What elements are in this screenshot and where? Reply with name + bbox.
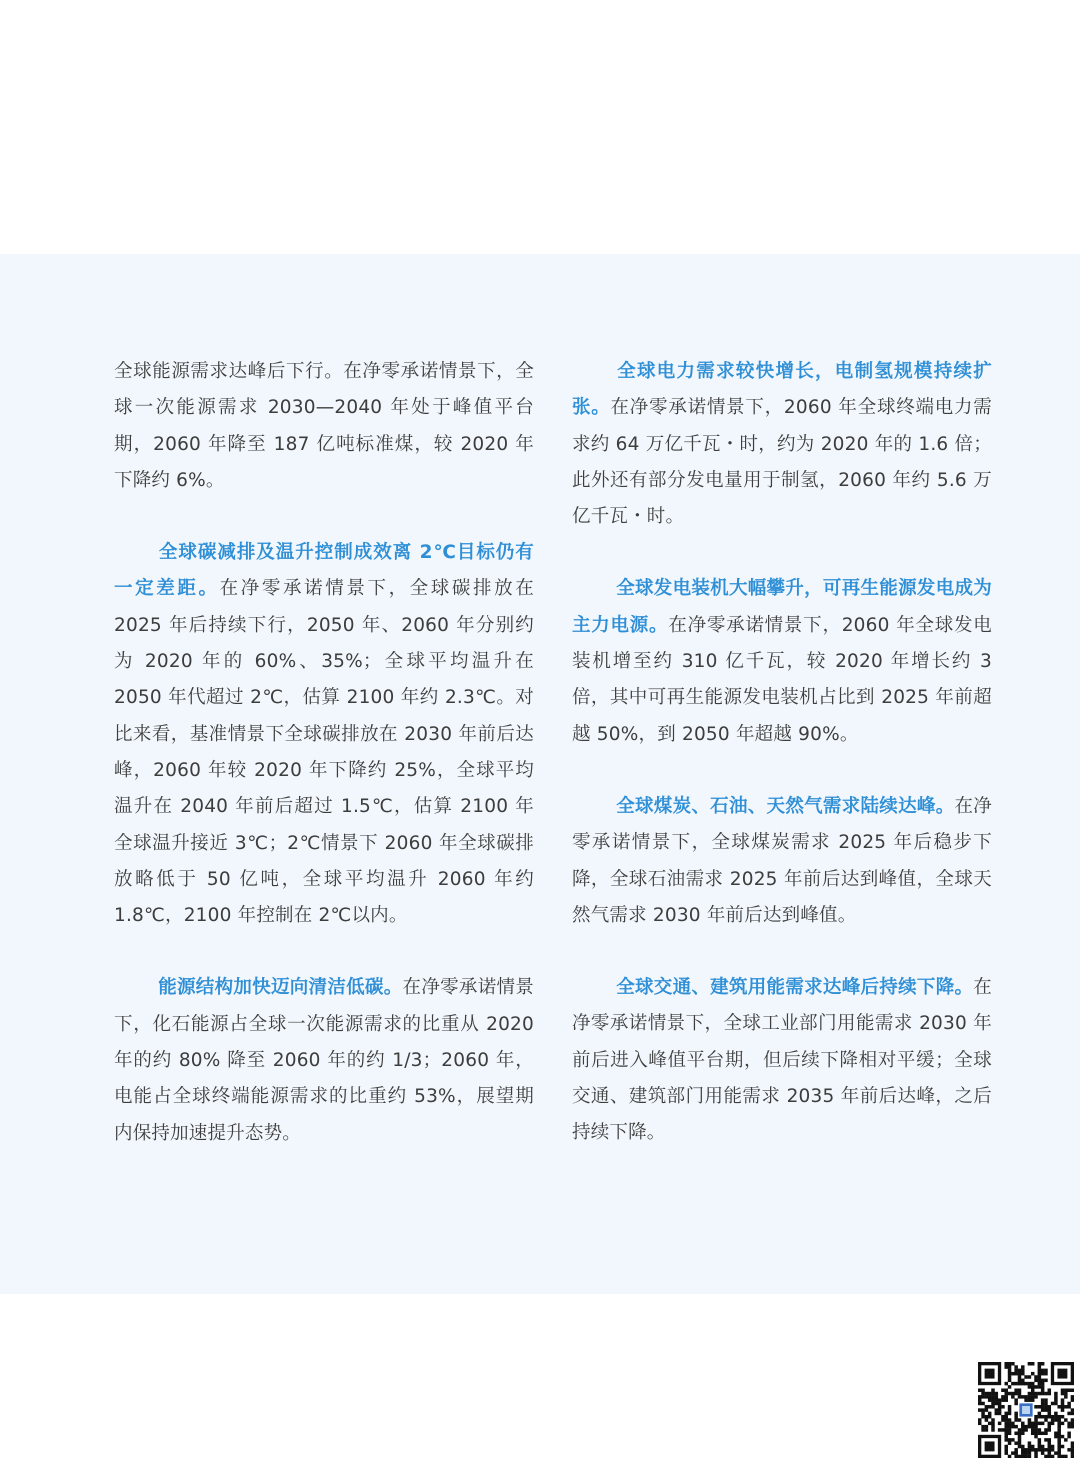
paragraph-fossil-peak xyxy=(572,789,992,934)
paragraph-body: 全球能源需求达峰后下行。在净零承诺情景下，全球一次能源需求 2030—2040 年处于峰值平台期，2060 年降至 187 亿吨标准煤，较 2020 年下降约 6%。 xyxy=(114,361,534,491)
paragraph-lead: 全球交通、建筑用能需求达峰后持续下降。 xyxy=(616,977,974,999)
paragraph-body: 在净零承诺情景下，化石能源占全球一次能源需求的比重从 2020 年的约 80% 降至 2060 年的约 1/3；2060 年，电能占全球终端能源需求的比重约 53%，展望期内保持加速提升态势。 xyxy=(114,977,534,1144)
paragraph-lead: 全球碳减排及温升控制成效离 2℃目标仍有一定差距。 xyxy=(114,542,534,600)
paragraph-lead: 全球电力需求较快增长，电制氢规模持续扩张。 xyxy=(572,361,992,419)
paragraph-lead: 全球发电装机大幅攀升，可再生能源发电成为主力电源。 xyxy=(572,578,992,636)
paragraph-power-demand xyxy=(572,354,992,535)
left-column xyxy=(114,354,534,1188)
paragraph-body: 在净零承诺情景下，全球煤炭需求 2025 年后稳步下降，全球石油需求 2025 年前后达到峰值，全球天然气需求 2030 年前后达到峰值。 xyxy=(572,795,992,926)
paragraph-body: 在净零承诺情景下，2060 年全球发电装机增至约 310 亿千瓦，较 2020 年增长约 3 倍，其中可再生能源发电装机占比到 2025 年前超越 50%，到 2050 年超越 90%。 xyxy=(572,614,992,745)
paragraph-body: 在净零承诺情景下，全球工业部门用能需求 2030 年前后进入峰值平台期，但后续下降相对平缓；全球交通、建筑部门用能需求 2035 年前后达峰，之后持续下降。 xyxy=(572,977,992,1144)
paragraph-body: 在净零承诺情景下，2060 年全球终端电力需求约 64 万亿千瓦・时，约为 2020 年的 1.6 倍；此外还有部分发电量用于制氢，2060 年约 5.6 万亿千瓦・时。 xyxy=(572,397,992,528)
paragraph-lead: 能源结构加快迈向清洁低碳。 xyxy=(158,977,403,999)
paragraph-energy-structure xyxy=(114,970,534,1151)
right-column xyxy=(572,354,992,1188)
paragraph-carbon-reduction xyxy=(114,535,534,934)
paragraph-generation-capacity xyxy=(572,571,992,752)
paragraph-transport-building xyxy=(572,970,992,1151)
qr-code-icon xyxy=(978,1362,1074,1458)
paragraph-body: 在净零承诺情景下，全球碳排放在 2025 年后持续下行，2050 年、2060 年分别约为 2020 年的 60%、35%；全球平均温升在 2050 年代超过 2℃，估算 2100 年约 2.3℃。对比来看，基准情景下全球碳排放在 2030 年前后达峰，2060 年较 2020 年下降约 25%，全球平均温升在 2040 年前后超过 1.5℃，估算 2100 年全球温升接近 3℃；2℃情景下 2060 年全球碳排放略低于 50 亿吨，全球平均温升 2060 年约 1.8℃，2100 年控制在 2℃以内。 xyxy=(114,578,534,927)
paragraph-energy-demand xyxy=(114,354,534,499)
paragraph-lead: 全球煤炭、石油、天然气需求陆续达峰。 xyxy=(616,795,955,817)
